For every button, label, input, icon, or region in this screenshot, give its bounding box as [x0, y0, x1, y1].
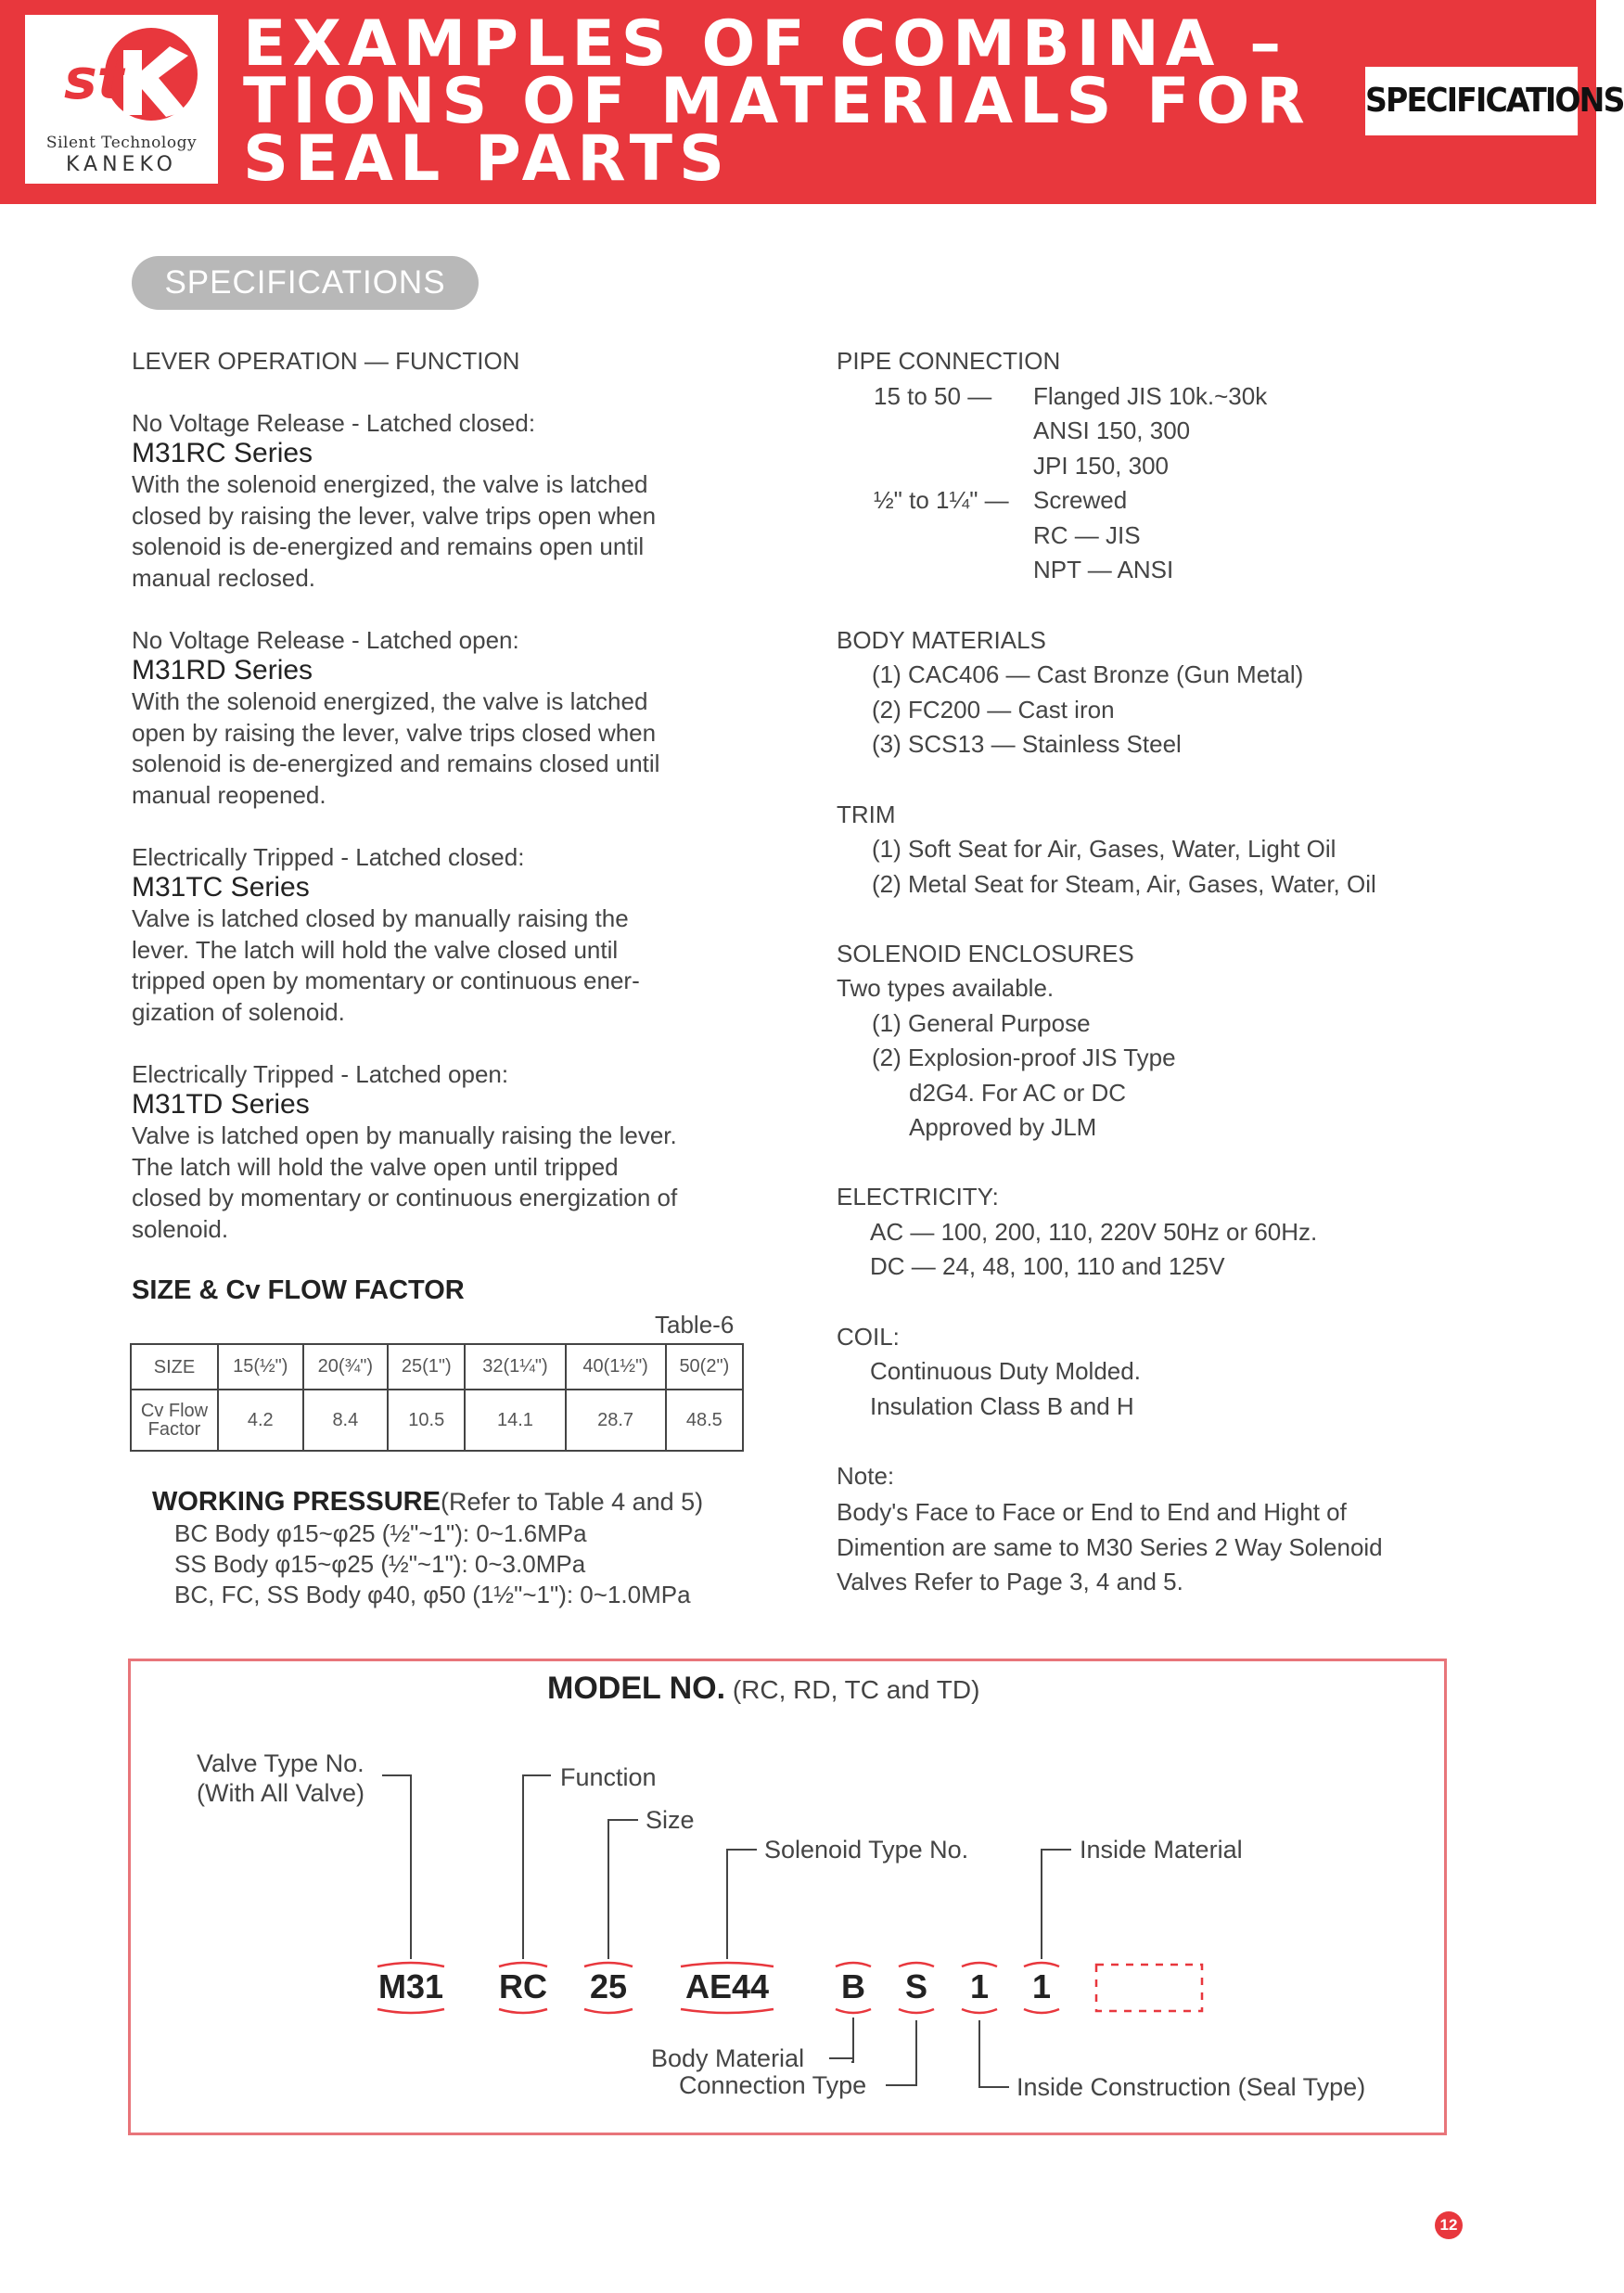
body-material-item: (3) SCS13 — Stainless Steel — [872, 730, 1182, 758]
table-cell: SIZE — [131, 1344, 218, 1390]
note-heading: Note: — [837, 1462, 895, 1490]
page-number: 12 — [1435, 2211, 1463, 2239]
working-pressure-line: SS Body φ15~φ25 (½"~1"): 0~3.0MPa — [174, 1550, 586, 1578]
pipe-value: JPI 150, 300 — [1033, 452, 1169, 480]
lever-mode: No Voltage Release - Latched open: — [132, 626, 519, 654]
model-code-function: RC — [499, 1967, 547, 2005]
model-code-body-material: B — [841, 1967, 865, 2005]
lever-series: M31RC Series — [132, 438, 313, 468]
label-function: Function — [560, 1763, 657, 1791]
pipe-value: RC — JIS — [1033, 521, 1141, 549]
model-code-inside-construction: 1 — [969, 1967, 990, 2005]
working-pressure-line: BC Body φ15~φ25 (½"~1"): 0~1.6MPa — [174, 1519, 587, 1547]
company-logo — [25, 15, 218, 184]
label-solenoid-type: Solenoid Type No. — [764, 1836, 969, 1864]
label-size: Size — [646, 1806, 695, 1834]
lever-series: M31TC Series — [132, 872, 310, 903]
coil-item: Continuous Duty Molded. — [870, 1357, 1141, 1385]
electricity-item: AC — 100, 200, 110, 220V 50Hz or 60Hz. — [870, 1218, 1318, 1246]
lever-series: M31TD Series — [132, 1089, 310, 1120]
table-cell: 40(1½") — [566, 1344, 666, 1390]
solenoid-item: (1) General Purpose — [872, 1009, 1091, 1037]
lever-mode: Electrically Tripped - Latched closed: — [132, 843, 525, 871]
pipe-value: ANSI 150, 300 — [1033, 416, 1191, 444]
body-material-item: (2) FC200 — Cast iron — [872, 696, 1115, 724]
pipe-size-range: 15 to 50 — — [874, 382, 992, 410]
page-title-line-3: SEAL PARTS — [243, 122, 731, 196]
table-cell: Cv Flow Factor — [131, 1390, 218, 1451]
lever-description: With the solenoid energized, the valve is latched open by raising the lever, valve trips closed when solenoid is de-energized and remains closed until manual reopened. — [132, 687, 660, 809]
label-inside-material: Inside Material — [1080, 1836, 1243, 1864]
solenoid-sub: d2G4. For AC or DC — [909, 1079, 1127, 1107]
table-cell: 28.7 — [566, 1390, 666, 1451]
table-row — [131, 1344, 743, 1390]
section-pill-specifications: SPECIFICATIONS — [132, 256, 479, 310]
lever-operation-heading: LEVER OPERATION — FUNCTION — [132, 347, 520, 375]
working-pressure-heading: WORKING PRESSURE(Refer to Table 4 and 5) — [152, 1487, 704, 1517]
size-cv-heading: SIZE & Cv FLOW FACTOR — [132, 1275, 465, 1305]
logo-company-name: KANEKO — [66, 153, 177, 176]
solenoid-intro: Two types available. — [837, 974, 1055, 1002]
pipe-value: Flanged JIS 10k.~30k — [1033, 382, 1268, 410]
label-valve-type: Valve Type No. — [197, 1749, 364, 1777]
pipe-value: Screwed — [1033, 486, 1128, 514]
table-cell: 8.4 — [303, 1390, 389, 1451]
section-tab-specifications: SPECIFICATIONS — [1365, 67, 1578, 135]
page-header — [0, 0, 1624, 204]
trim-heading: TRIM — [837, 801, 896, 828]
solenoid-sub: Approved by JLM — [909, 1113, 1097, 1141]
lever-description: With the solenoid energized, the valve is latched closed by raising the lever, valve trips open when solenoid is de-energized and remains open until manual reclosed. — [132, 470, 657, 592]
trim-item: (2) Metal Seat for Steam, Air, Gases, Water, Oil — [872, 870, 1376, 898]
page-title-line-1: EXAMPLES OF COMBINA – — [243, 7, 1288, 81]
model-code-connection: S — [904, 1967, 927, 2005]
label-connection-type: Connection Type — [679, 2071, 867, 2099]
lever-series: M31RD Series — [132, 655, 313, 685]
coil-heading: COIL: — [837, 1323, 900, 1351]
table-cell: 48.5 — [666, 1390, 743, 1451]
working-pressure-line: BC, FC, SS Body φ40, φ50 (1½"~1"): 0~1.0MPa — [174, 1581, 691, 1608]
solenoid-enclosures-heading: SOLENOID ENCLOSURES — [837, 940, 1134, 967]
lever-mode: No Voltage Release - Latched closed: — [132, 409, 536, 437]
lever-mode: Electrically Tripped - Latched open: — [132, 1060, 509, 1088]
lever-description: Valve is latched closed by manually raising the lever. The latch will hold the valve closed until tripped open by momentary or continuous ener- gization of solenoid. — [132, 904, 640, 1026]
table-cell: 25(1") — [388, 1344, 465, 1390]
table-cell: 15(½") — [218, 1344, 303, 1390]
svg-text:st: st — [64, 47, 124, 112]
solenoid-item: (2) Explosion-proof JIS Type — [872, 1044, 1176, 1071]
logo-tagline: Silent Technology — [45, 134, 198, 152]
lever-description: Valve is latched open by manually raising the lever. The latch will hold the valve open until tripped closed by momentary or continuous energization of solenoid. — [132, 1121, 678, 1243]
table-cell: 32(1¼") — [465, 1344, 565, 1390]
electricity-item: DC — 24, 48, 100, 110 and 125V — [870, 1252, 1225, 1280]
stk-logo-mark — [31, 22, 212, 132]
pipe-size-range: ½" to 1¼" — — [874, 486, 1009, 514]
table-cell: 50(2") — [666, 1344, 743, 1390]
model-code-solenoid: AE44 — [684, 1967, 770, 2005]
label-valve-type-note: (With All Valve) — [197, 1779, 365, 1807]
note-text: Body's Face to Face or End to End and Hight of Dimention are same to M30 Series 2 Way Solenoid Valves Refer to Page 3, 4 and 5. — [837, 1498, 1383, 1595]
trim-item: (1) Soft Seat for Air, Gases, Water, Light Oil — [872, 835, 1336, 863]
electricity-heading: ELECTRICITY: — [837, 1183, 999, 1211]
table-cell: 4.2 — [218, 1390, 303, 1451]
table-label: Table-6 — [655, 1311, 735, 1339]
model-code-size: 25 — [589, 1967, 628, 2005]
model-code-valve-type: M31 — [377, 1967, 444, 2005]
label-body-material: Body Material — [651, 2044, 805, 2072]
label-inside-construction: Inside Construction (Seal Type) — [1017, 2073, 1366, 2101]
body-material-item: (1) CAC406 — Cast Bronze (Gun Metal) — [872, 660, 1304, 688]
model-number-title: MODEL NO. (RC, RD, TC and TD) — [547, 1671, 980, 1706]
body-materials-heading: BODY MATERIALS — [837, 626, 1046, 654]
table-row — [131, 1390, 743, 1451]
size-cv-table — [130, 1343, 744, 1452]
table-cell: 14.1 — [465, 1390, 565, 1451]
table-cell: 20(¾") — [303, 1344, 389, 1390]
pipe-connection-heading: PIPE CONNECTION — [837, 347, 1061, 375]
page-title-line-2: TIONS OF MATERIALS FOR — [243, 65, 1311, 138]
model-code-inside-material: 1 — [1031, 1967, 1052, 2005]
coil-item: Insulation Class B and H — [870, 1392, 1134, 1420]
table-cell: 10.5 — [388, 1390, 465, 1451]
pipe-value: NPT — ANSI — [1033, 556, 1174, 583]
